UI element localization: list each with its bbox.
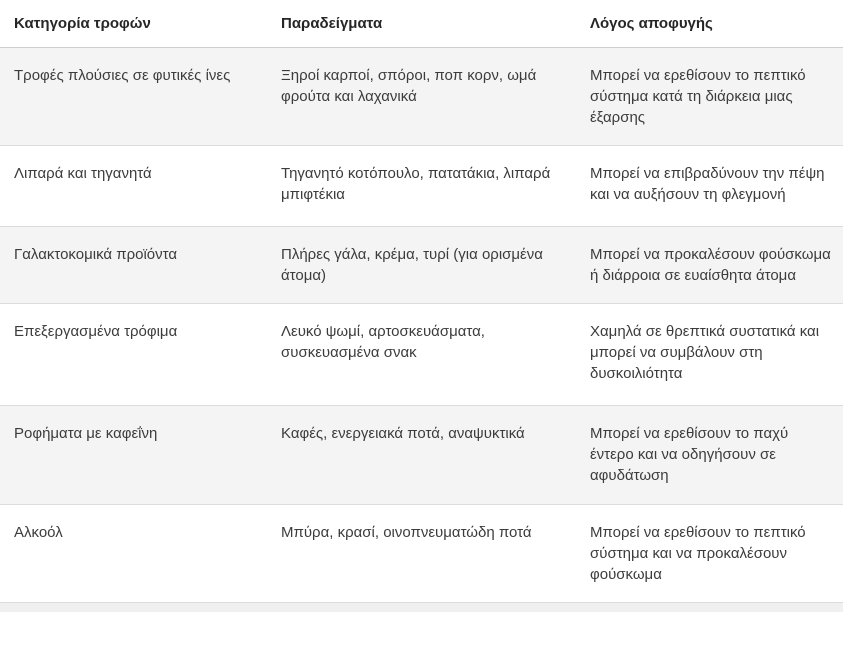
- cell-category: Αλκοόλ: [14, 524, 63, 541]
- table-row: [0, 48, 843, 146]
- cell-reason: Μπορεί να επιβραδύνουν την πέψη και να αυξήσουν τη φλεγμονή: [590, 165, 825, 203]
- table-row: [0, 146, 843, 227]
- cell-category: Γαλακτοκομικά προϊόντα: [14, 246, 178, 263]
- cell-reason: Μπορεί να ερεθίσουν το πεπτικό σύστημα και να προκαλέσουν φούσκωμα: [590, 524, 806, 583]
- next-row-partial: [0, 603, 843, 612]
- cell-reason: Χαμηλά σε θρεπτικά συστατικά και μπορεί να συμβάλουν στη δυσκοιλιότητα: [590, 323, 820, 382]
- table-row: [0, 304, 843, 406]
- cell-reason: Μπορεί να ερεθίσουν το πεπτικό σύστημα κατά τη διάρκεια μιας έξαρσης: [590, 67, 806, 126]
- cell-category: Ροφήματα με καφεΐνη: [14, 425, 158, 442]
- cell-reason: Μπορεί να προκαλέσουν φούσκωμα ή διάρροια σε ευαίσθητα άτομα: [590, 246, 831, 284]
- table-row: [0, 227, 843, 304]
- cell-examples: Ξηροί καρποί, σπόροι, ποπ κορν, ωμά φρούτα και λαχανικά: [281, 67, 537, 105]
- cell-examples: Πλήρες γάλα, κρέμα, τυρί (για ορισμένα άτομα): [281, 246, 543, 284]
- cell-category: Λιπαρά και τηγανητά: [14, 165, 152, 182]
- cell-category: Επεξεργασμένα τρόφιμα: [14, 323, 178, 340]
- food-table-body: [0, 48, 843, 603]
- cell-category: Τροφές πλούσιες σε φυτικές ίνες: [14, 67, 231, 84]
- cell-examples: Μπύρα, κρασί, οινοπνευματώδη ποτά: [281, 524, 532, 541]
- table-row: [0, 505, 843, 603]
- column-header-reason: Λόγος αποφυγής: [590, 0, 843, 48]
- header-row: [0, 0, 843, 48]
- table-row: [0, 406, 843, 505]
- column-header-examples: Παραδείγματα: [281, 0, 590, 48]
- food-table-header: [0, 0, 843, 48]
- cell-reason: Μπορεί να ερεθίσουν το παχύ έντερο και να οδηγήσουν σε αφυδάτωση: [590, 425, 789, 484]
- cell-examples: Λευκό ψωμί, αρτοσκευάσματα, συσκευασμένα σνακ: [281, 323, 485, 361]
- cell-examples: Τηγανητό κοτόπουλο, πατατάκια, λιπαρά μπιφτέκια: [281, 165, 551, 203]
- cell-examples: Καφές, ενεργειακά ποτά, αναψυκτικά: [281, 425, 525, 442]
- column-header-category: Κατηγορία τροφών: [0, 0, 281, 48]
